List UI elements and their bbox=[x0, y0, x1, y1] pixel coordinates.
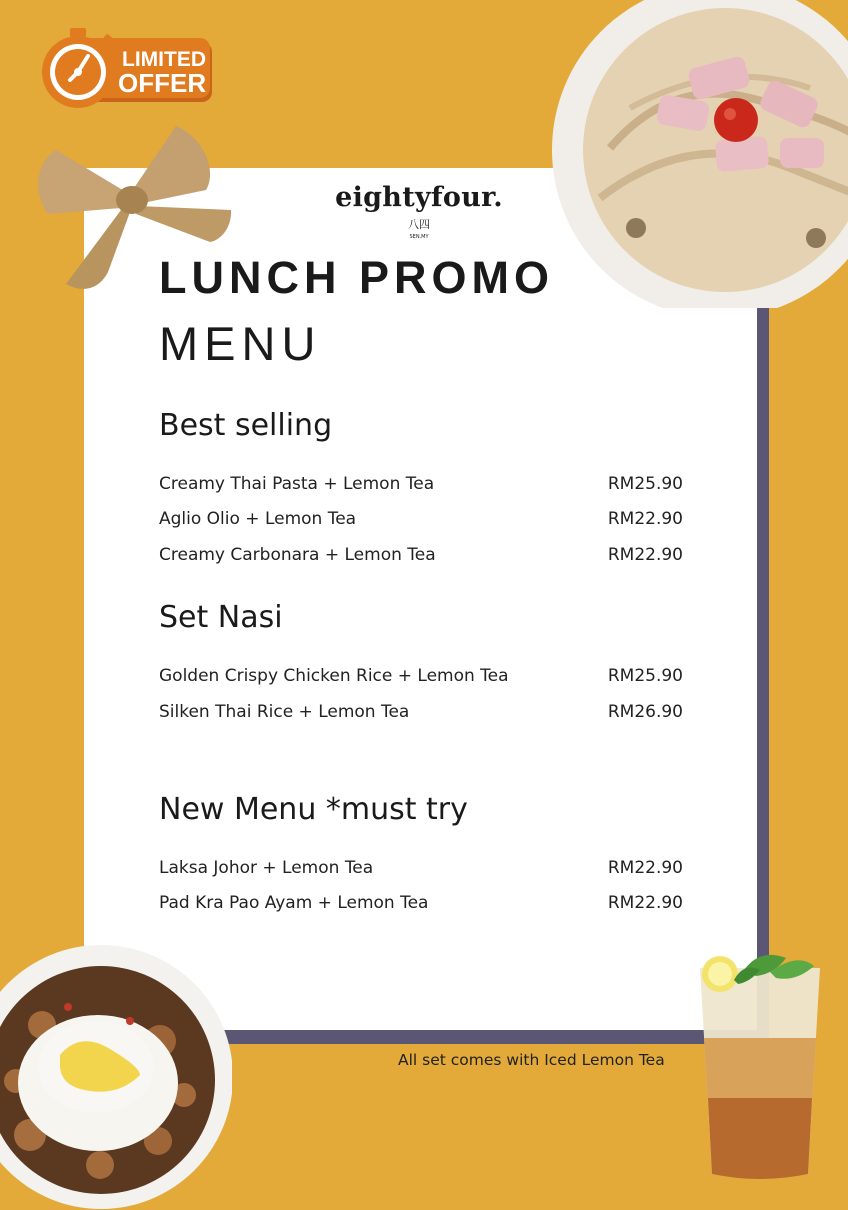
menu-title-line1: LUNCH PROMO bbox=[159, 252, 554, 303]
pasta-photo bbox=[550, 0, 848, 308]
footnote: All set comes with Iced Lemon Tea bbox=[398, 1051, 665, 1069]
menu-item-name: Creamy Carbonara + Lemon Tea bbox=[159, 545, 436, 565]
menu-item-name: Golden Crispy Chicken Rice + Lemon Tea bbox=[159, 666, 509, 686]
menu-item-price: RM22.90 bbox=[607, 509, 683, 529]
section-title-new-menu: New Menu *must try bbox=[159, 792, 468, 827]
brand-chinese: 八四 bbox=[408, 218, 430, 231]
menu-item-name: Silken Thai Rice + Lemon Tea bbox=[159, 702, 410, 722]
menu-item bbox=[159, 474, 683, 494]
menu-item-price: RM22.90 bbox=[607, 893, 683, 913]
menu-item-price: RM25.90 bbox=[607, 474, 683, 494]
menu-item bbox=[159, 702, 683, 722]
rice-photo bbox=[0, 945, 232, 1210]
lemon-tea-photo bbox=[690, 948, 830, 1184]
brand-tagline: SEN.MY bbox=[409, 234, 429, 240]
menu-title-line2: MENU bbox=[159, 317, 322, 370]
menu-item bbox=[159, 858, 683, 878]
menu-item-name: Pad Kra Pao Ayam + Lemon Tea bbox=[159, 893, 429, 913]
menu-item bbox=[159, 666, 683, 686]
section-title-set-nasi: Set Nasi bbox=[159, 600, 283, 635]
menu-item bbox=[159, 545, 683, 565]
brand-name: eightyfour. bbox=[335, 182, 503, 213]
badge-line2: OFFER bbox=[118, 68, 207, 98]
brand-logo bbox=[0, 182, 838, 240]
menu-item-price: RM25.90 bbox=[607, 666, 683, 686]
menu-item-name: Creamy Thai Pasta + Lemon Tea bbox=[159, 474, 435, 494]
menu-item-name: Aglio Olio + Lemon Tea bbox=[159, 509, 357, 529]
badge-line1: LIMITED bbox=[122, 48, 206, 71]
menu-item bbox=[159, 893, 683, 913]
menu-item-name: Laksa Johor + Lemon Tea bbox=[159, 858, 374, 878]
menu-item-price: RM22.90 bbox=[607, 858, 683, 878]
limited-offer-badge bbox=[36, 14, 216, 114]
menu-item-price: RM26.90 bbox=[607, 702, 683, 722]
section-title-best-selling: Best selling bbox=[159, 408, 333, 443]
menu-item bbox=[159, 509, 683, 529]
menu-item-price: RM22.90 bbox=[607, 545, 683, 565]
